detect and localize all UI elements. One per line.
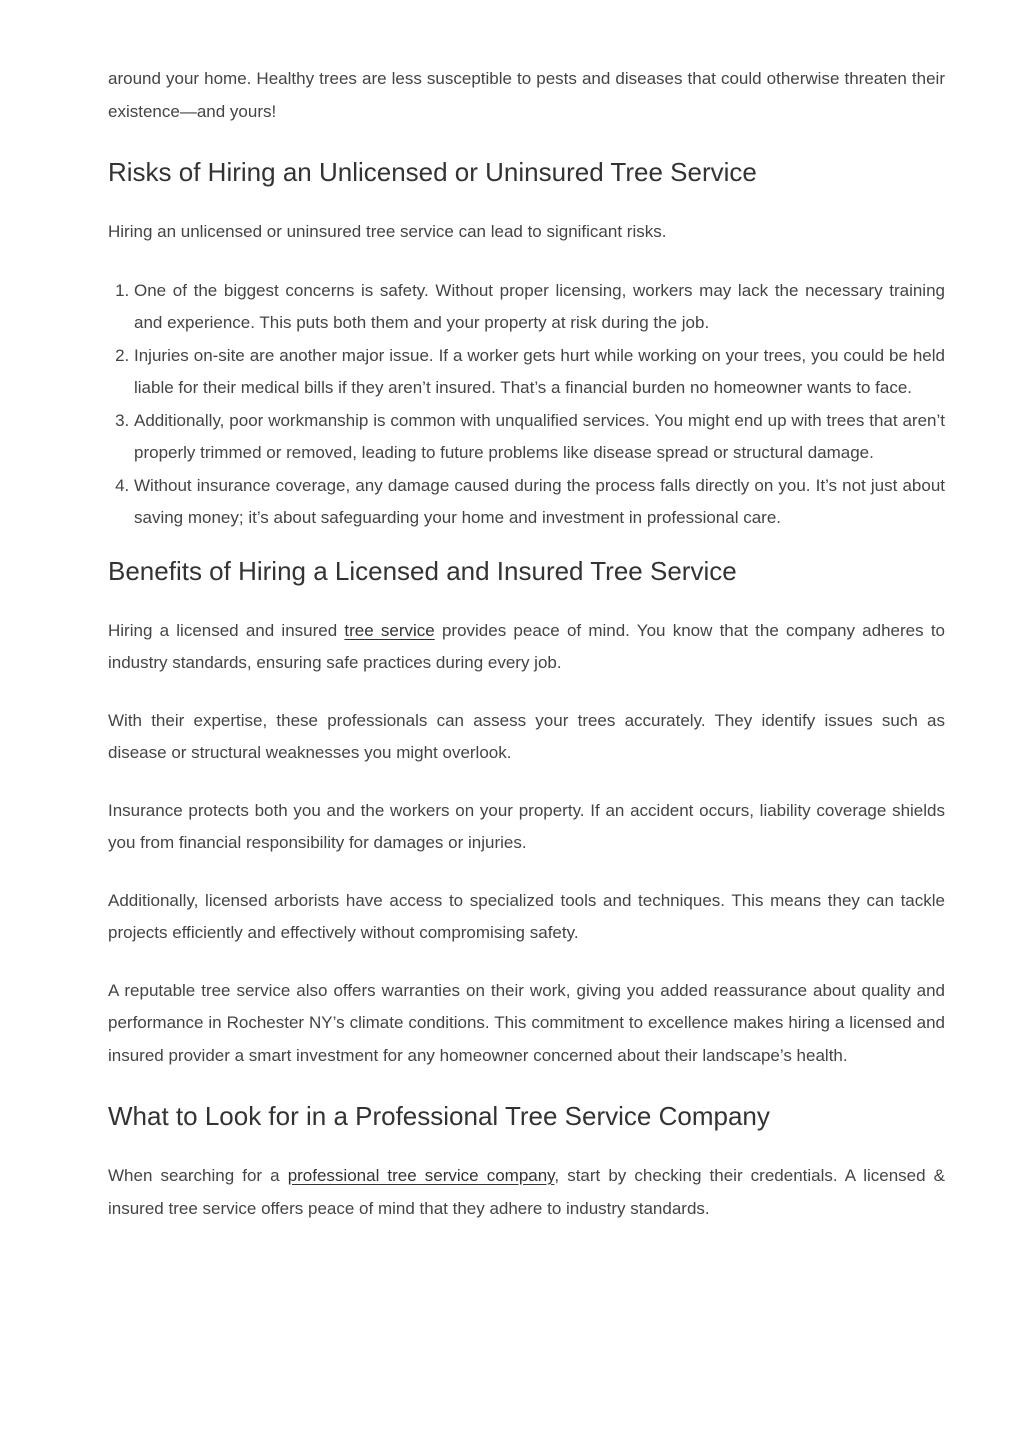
professional-tree-service-company-link[interactable]: professional tree service company bbox=[287, 1166, 555, 1185]
risks-heading: Risks of Hiring an Unlicensed or Uninsured Tree Service bbox=[108, 157, 757, 187]
risks-list-item: 2. Injuries on-site are another major issue. If a worker gets hurt while working on your trees, you could be held liable for their medical bills if they aren’t insured. That’s a financial burden no homeowner wants to face. bbox=[134, 340, 945, 405]
article-body bbox=[108, 63, 945, 1225]
lookfor-p1-before: When searching for a bbox=[108, 1166, 288, 1185]
lookfor-paragraph-1 bbox=[108, 1160, 945, 1225]
risks-list-item: 3. Additionally, poor workmanship is common with unqualified services. You might end up with trees that aren’t properly trimmed or removed, leading to future problems like disease spread or structural damage. bbox=[134, 405, 945, 470]
benefits-paragraph-4: Additionally, licensed arborists have access to specialized tools and techniques. This means they can tackle projects efficiently and effectively without compromising safety. bbox=[108, 890, 945, 942]
risks-list-item: 1. One of the biggest concerns is safety. Without proper licensing, workers may lack the necessary training and experience. This puts both them and your property at risk during the job. bbox=[134, 275, 945, 340]
risks-lead-paragraph: Hiring an unlicensed or uninsured tree service can lead to significant risks. bbox=[108, 222, 667, 241]
benefits-heading: Benefits of Hiring a Licensed and Insured Tree Service bbox=[108, 555, 737, 586]
benefits-p1-before: Hiring a licensed and insured bbox=[108, 620, 345, 640]
intro-paragraph: around your home. Healthy trees are less susceptible to pests and diseases that could otherwise threaten their existence—and yours! bbox=[108, 69, 945, 121]
benefits-p1-after: provides peace of mind. You know that the company adheres to industry standards, ensuring safe practices during every job. bbox=[108, 620, 945, 672]
lookfor-heading: What to Look for in a Professional Tree Service Company bbox=[108, 1101, 770, 1131]
tree-service-link[interactable]: tree service bbox=[344, 620, 435, 640]
benefits-paragraph-1 bbox=[108, 615, 945, 680]
benefits-paragraph-2: With their expertise, these professionals can assess your trees accurately. They identify issues such as disease or structural weaknesses you might overlook. bbox=[108, 710, 945, 762]
risks-list bbox=[108, 275, 945, 535]
risks-list-item: 4. Without insurance coverage, any damage caused during the process falls directly on you. It’s not just about saving money; it’s about safeguarding your home and investment in professional care. bbox=[134, 470, 945, 535]
benefits-paragraph-5: A reputable tree service also offers warranties on their work, giving you added reassurance about quality and performance in Rochester NY’s climate conditions. This commitment to excellence makes hiring a licensed and insured provider a smart investment for any homeowner concerned about their landscape’s health. bbox=[108, 980, 945, 1065]
lookfor-p1-after: , start by checking their credentials. A licensed & insured tree service offers peace of mind that they adhere to industry standards. bbox=[108, 1166, 945, 1218]
benefits-paragraph-3: Insurance protects both you and the workers on your property. If an accident occurs, liability coverage shields you from financial responsibility for damages or injuries. bbox=[108, 800, 945, 852]
